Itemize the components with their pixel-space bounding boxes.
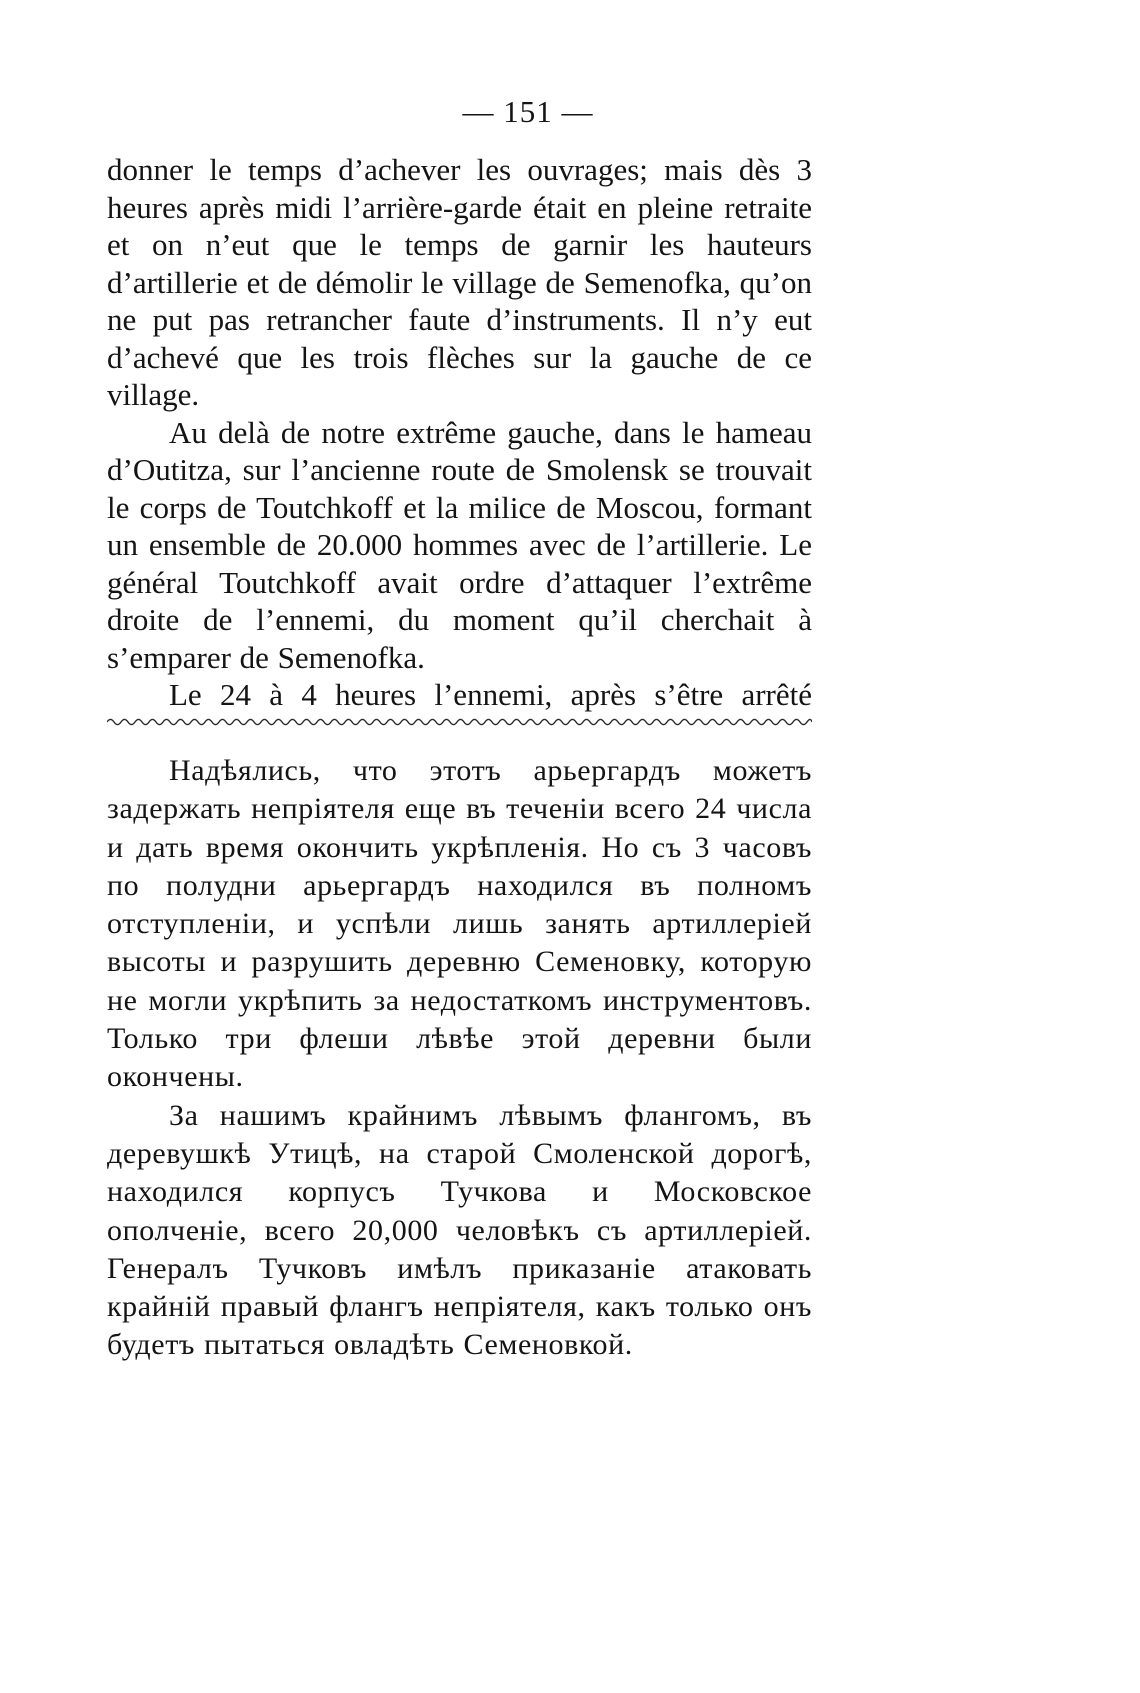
russian-paragraph-2: За нашимъ крайнимъ лѣвымъ флангомъ, въ деревушкѣ Утицѣ, на старой Смоленской дорогѣ, находился корпусъ Тучкова и Московское ополченіе, всего 20,000 человѣкъ съ артиллеріей. Генералъ Тучковъ имѣлъ приказаніе атаковать крайній правый флангъ непріятеля, какъ только онъ будетъ пытаться овладѣть Семеновкой.	[107, 1098, 812, 1362]
french-text	[107, 151, 812, 714]
french-paragraph-3: Le 24 à 4 heures l’ennemi, après s’être arrêté	[169, 677, 812, 712]
french-paragraph-1: donner le temps d’achever les ouvrages; mais dès 3 heures après midi l’arrière-garde était en pleine retraite et on n’eut que le temps de garnir les hauteurs d’artillerie et de démolir le village de Semenofka, qu’on ne put pas retrancher faute d’instruments. Il n’y eut d’achevé que les trois flèches sur la gauche de ce village.	[107, 152, 812, 412]
russian-paragraph-1: Надѣялись, что этотъ арьергардъ можетъ задержать непріятеля еще въ теченіи всего 24 числа и дать время окончить укрѣпленія. Но съ 3 часовъ по полудни арьергардъ находился въ полномъ отступленіи, и успѣли лишь занять артиллеріей высоты и разрушить деревню Семеновку, которую не могли укрѣпить за недостаткомъ инструментовъ. Только три флеши лѣвѣе этой деревни были окончены.	[107, 754, 812, 1094]
wavy-divider-line	[107, 716, 812, 728]
page-number: — 151 —	[462, 94, 594, 129]
french-paragraph-2: Au delà de notre extrême gauche, dans le hameau d’Outitza, sur l’ancienne route de Smolensk se trouvait le corps de Toutchkoff et la milice de Moscou, formant un ensemble de 20.000 hommes avec de l’artillerie. Le général Toutchkoff avait ordre d’attaquer l’extrême droite de l’ennemi, du moment qu’il cherchait à s’emparer de Semenofka.	[107, 414, 812, 675]
wavy-divider	[107, 716, 812, 728]
russian-text	[107, 752, 812, 1365]
